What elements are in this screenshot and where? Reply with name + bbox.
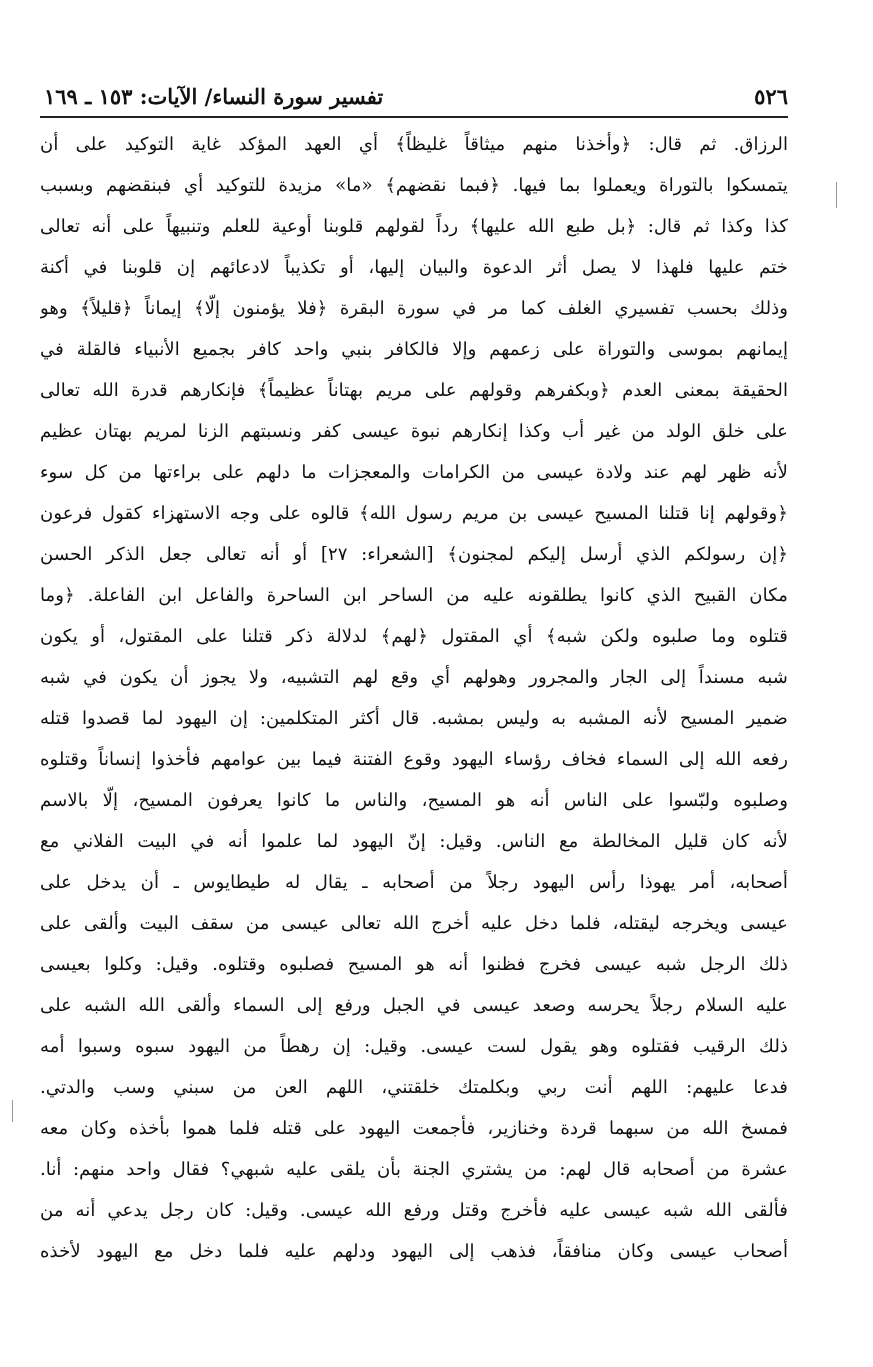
text-line: فمسخ الله من سبهما قردة وخنازير، فأجمعت اليهود على قتله فلما هموا بأخذه وكان معه [40, 1118, 788, 1139]
text-line: عيسى ويخرجه ليقتله، فلما دخل عليه أخرج الله تعالى عيسى من سقف البيت وألقى على [40, 913, 788, 934]
text-line: ختم عليها فلهذا لا يصل أثر الدعوة والبيان إليها، أو تكذيباً لادعائهم إن قلوبنا في أكنة [40, 257, 788, 278]
text-line: لأنه كان قليل المخالطة مع الناس. وقيل: إنّ اليهود لما علموا أنه في البيت الفلاني مع [40, 831, 788, 852]
text-line: عليه السلام رجلاً يحرسه وصعد عيسى في الجبل ورفع إلى السماء وألقى الله الشبه على [40, 995, 788, 1016]
text-line: شبه مسنداً إلى الجار والمجرور وهولهم أي وقع لهم التشبيه، ولا يجوز أن يكون في شبه [40, 667, 788, 688]
text-line: أصحابه، أمر يهوذا رأس اليهود رجلاً من أصحابه ـ يقال له طيطايوس ـ أن يدخل على [40, 872, 788, 893]
running-title: تفسير سورة النساء/ الآيات: ١٥٣ ـ ١٦٩ [44, 84, 384, 109]
text-line: رفعه الله إلى السماء فخاف رؤساء اليهود وقوع الفتنة فيما بين عوامهم فأخذوا إنساناً وقتلوه [40, 749, 788, 770]
text-line: قتلوه وما صلبوه ولكن شبه﴾ أي المقتول ﴿لهم﴾ لدلالة ذكر قتلنا على المقتول، أو يكون [40, 626, 788, 647]
text-line: على خلق الولد من غير أب وكذا إنكارهم نبوة عيسى كفر ونسبتهم الزنا لمريم بهتان عظيم [40, 421, 788, 442]
text-line: ذلك الرجل شبه عيسى فخرج فظنوا أنه هو المسيح فصلبوه وقتلوه. وقيل: وكلوا بعيسى [40, 954, 788, 975]
text-line: ﴿وقولهم إنا قتلنا المسيح عيسى بن مريم رسول الله﴾ قالوه على وجه الاستهزاء كقول فرعون [40, 503, 788, 524]
scan-margin-mark [12, 1100, 13, 1122]
text-line: إيمانهم بموسى والتوراة على زعمهم وإلا فالكافر بنبي واحد كافر بجميع الأنبياء فالقلة في [40, 339, 788, 360]
text-line: الحقيقة بمعنى العدم ﴿وبكفرهم وقولهم على مريم بهتاناً عظيماً﴾ فإنكارهم قدرة الله تعالى [40, 380, 788, 401]
text-line: كذا وكذا ثم قال: ﴿بل طبع الله عليها﴾ رداً لقولهم قلوبنا أوعية للعلم وتنبيهاً على أنه تعالى [40, 216, 788, 237]
text-line: أصحاب عيسى وكان منافقاً، فذهب إلى اليهود ودلهم عليه فلما دخل مع اليهود لأخذه [40, 1241, 788, 1262]
text-line: ضمير المسيح لأنه المشبه به وليس بمشبه. قال أكثر المتكلمين: إن اليهود لما قصدوا قتله [40, 708, 788, 729]
text-line: ﴿إن رسولكم الذي أرسل إليكم لمجنون﴾ [الشعراء: ٢٧] أو أنه تعالى جعل الذكر الحسن [40, 544, 788, 565]
text-line: ذلك الرقيب فقتلوه وهو يقول لست عيسى. وقيل: إن رهطاً من اليهود سبوه وسبوا أمه [40, 1036, 788, 1057]
page-number: ٥٢٦ [754, 84, 788, 109]
text-line: فألقى الله شبه عيسى عليه فأخرج وقتل ورفع الله عيسى. وقيل: كان رجل يدعي أنه من [40, 1200, 788, 1221]
scan-margin-mark [836, 182, 837, 208]
body-text [40, 124, 788, 1272]
page-header [40, 78, 788, 118]
text-line: يتمسكوا بالتوراة ويعملوا بما فيها. ﴿فبما نقضهم﴾ «ما» مزيدة للتوكيد أي فبنقضهم وبسبب [40, 175, 788, 196]
text-line: لأنه ظهر لهم عند ولادة عيسى من الكرامات والمعجزات ما دلهم على براءتها من كل سوء [40, 462, 788, 483]
book-page [40, 78, 788, 1272]
text-line: وذلك بحسب تفسيري الغلف كما مر في سورة البقرة ﴿فلا يؤمنون إلّا﴾ إيماناً ﴿قليلاً﴾ وهو [40, 298, 788, 319]
text-line: وصلبوه ولبّسوا على الناس أنه هو المسيح، والناس ما كانوا يعرفون المسيح، إلّا بالاسم [40, 790, 788, 811]
text-line: عشرة من أصحابه قال لهم: من يشتري الجنة بأن يلقى عليه شبهي؟ فقال واحد منهم: أنا. [40, 1159, 788, 1180]
text-line: الرزاق. ثم قال: ﴿وأخذنا منهم ميثاقاً غليظاً﴾ أي العهد المؤكد غاية التوكيد على أن [40, 134, 788, 155]
text-line: مكان القبيح الذي كانوا يطلقونه عليه من الساحر ابن الساحرة والفاعل ابن الفاعلة. ﴿وما [40, 585, 788, 606]
text-line: فدعا عليهم: اللهم أنت ربي وبكلمتك خلقتني، اللهم العن من سبني وسب والدتي. [40, 1077, 788, 1098]
